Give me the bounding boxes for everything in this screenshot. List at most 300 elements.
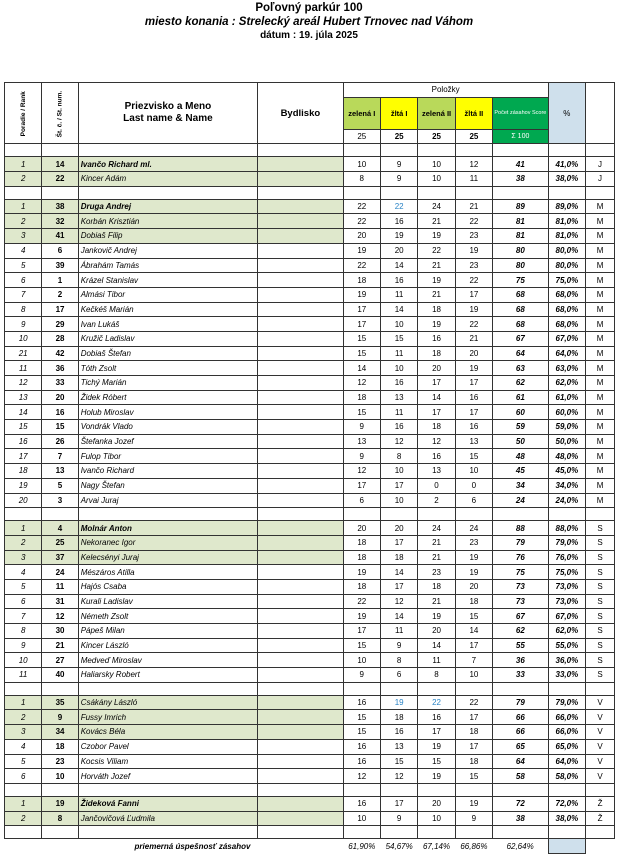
zlta-1-cell: 14 (380, 258, 417, 273)
spacer-cell (5, 783, 42, 796)
spacer-cell (258, 682, 343, 695)
spacer-cell (78, 682, 257, 695)
score-cell: 55 (493, 638, 549, 653)
residence-cell (258, 811, 343, 826)
zelena-2-cell: 22 (418, 243, 455, 258)
zlta-1-cell: 9 (380, 638, 417, 653)
pct-cell: 64,0% (548, 346, 585, 361)
spacer-cell (5, 508, 42, 521)
spacer-cell (455, 186, 492, 199)
zelena-2-cell: 18 (418, 420, 455, 435)
pct-cell: 68,0% (548, 287, 585, 302)
table-row (5, 464, 615, 479)
spacer-cell (5, 682, 42, 695)
zelena-2-cell: 23 (418, 565, 455, 580)
class-cell: M (586, 287, 615, 302)
pct-cell: 24,0% (548, 493, 585, 508)
spacer-cell (493, 826, 549, 839)
zlta-1-cell: 12 (380, 769, 417, 784)
startnum-cell: 17 (42, 302, 78, 317)
name-cell: Dobiaš Štefan (78, 346, 257, 361)
rank-cell: 8 (5, 624, 42, 639)
startnum-cell: 31 (42, 594, 78, 609)
zelena-1-cell: 10 (343, 157, 380, 172)
score-cell: 66 (493, 710, 549, 725)
zelena-2-cell: 14 (418, 638, 455, 653)
max-zelena-2: 25 (418, 129, 455, 144)
pct-cell: 72,0% (548, 796, 585, 811)
startnum-cell: 14 (42, 157, 78, 172)
class-cell: Ž (586, 811, 615, 826)
zlta-1-cell: 8 (380, 449, 417, 464)
residence-cell (258, 273, 343, 288)
zlta-2-cell: 21 (455, 331, 492, 346)
zelena-2-cell: 19 (418, 273, 455, 288)
class-cell: S (586, 624, 615, 639)
startnum-cell: 23 (42, 754, 78, 769)
class-cell: V (586, 754, 615, 769)
startnum-header: Št. č. / St. num. (42, 83, 78, 144)
zlta-2-cell: 7 (455, 653, 492, 668)
table-row (5, 376, 615, 391)
zelena-1-cell: 20 (343, 229, 380, 244)
pct-cell: 89,0% (548, 199, 585, 214)
residence-cell (258, 769, 343, 784)
spacer-cell (78, 783, 257, 796)
zlta-2-cell: 19 (455, 796, 492, 811)
zelena-2-cell: 19 (418, 229, 455, 244)
startnum-cell: 27 (42, 653, 78, 668)
startnum-cell: 25 (42, 535, 78, 550)
zlta-2-cell: 19 (455, 302, 492, 317)
table-row (5, 725, 615, 740)
pct-cell: 80,0% (548, 258, 585, 273)
table-row (5, 172, 615, 187)
score-cell: 41 (493, 157, 549, 172)
class-cell: M (586, 346, 615, 361)
score-cell: 63 (493, 361, 549, 376)
footer-label: priemerná úspešnosť zásahov (134, 841, 251, 851)
zelena-2-cell: 16 (418, 710, 455, 725)
zlta-1-cell: 17 (380, 796, 417, 811)
residence-cell (258, 521, 343, 536)
zelena-2-cell: 12 (418, 434, 455, 449)
zlta-2-cell: 17 (455, 405, 492, 420)
table-row (5, 478, 615, 493)
zlta-2-cell: 19 (455, 361, 492, 376)
score-cell: 65 (493, 739, 549, 754)
class-header (586, 83, 615, 144)
spacer-row (5, 783, 615, 796)
rank-cell: 6 (5, 594, 42, 609)
residence-cell (258, 624, 343, 639)
score-cell: 68 (493, 302, 549, 317)
spacer-cell (42, 682, 78, 695)
zlta-2-cell: 15 (455, 449, 492, 464)
zlta-2-cell: 21 (455, 199, 492, 214)
score-cell: 34 (493, 478, 549, 493)
spacer-cell (42, 144, 78, 157)
zlta-1-cell: 10 (380, 464, 417, 479)
zlta-1-cell: 22 (380, 199, 417, 214)
zlta-2-cell: 16 (455, 390, 492, 405)
residence-cell (258, 668, 343, 683)
zelena-2-cell: 8 (418, 668, 455, 683)
startnum-cell: 1 (42, 273, 78, 288)
zelena-2-cell: 0 (418, 478, 455, 493)
spacer-row (5, 682, 615, 695)
pct-cell: 81,0% (548, 229, 585, 244)
zelena-2-cell: 2 (418, 493, 455, 508)
spacer-cell (380, 144, 417, 157)
zelena-1-cell: 17 (343, 624, 380, 639)
name-cell: Kocsis Viliam (78, 754, 257, 769)
table-row (5, 695, 615, 710)
startnum-cell: 21 (42, 638, 78, 653)
zelena-2-cell: 19 (418, 609, 455, 624)
pct-cell: 41,0% (548, 157, 585, 172)
zlta-1-cell: 13 (380, 739, 417, 754)
rank-cell: 7 (5, 609, 42, 624)
residence-cell (258, 449, 343, 464)
name-cell: Pápeš Milan (78, 624, 257, 639)
startnum-cell: 16 (42, 405, 78, 420)
startnum-cell: 34 (42, 725, 78, 740)
pct-cell: 55,0% (548, 638, 585, 653)
spacer-cell (343, 682, 380, 695)
pct-cell: 65,0% (548, 739, 585, 754)
spacer-cell (548, 826, 585, 839)
spacer-cell (42, 508, 78, 521)
zlta-1-cell: 13 (380, 390, 417, 405)
zlta-2-cell: 6 (455, 493, 492, 508)
zelena-2-cell: 10 (418, 811, 455, 826)
zlta-2-cell: 19 (455, 550, 492, 565)
table-row (5, 317, 615, 332)
score-cell: 68 (493, 317, 549, 332)
spacer-cell (343, 144, 380, 157)
class-cell: M (586, 273, 615, 288)
startnum-cell: 22 (42, 172, 78, 187)
name-cell: Ivan Lukáš (78, 317, 257, 332)
zlta-2-cell: 18 (455, 725, 492, 740)
residence-cell (258, 199, 343, 214)
zlta-1-cell: 11 (380, 287, 417, 302)
zelena-2-cell: 14 (418, 390, 455, 405)
zlta-2-cell: 16 (455, 420, 492, 435)
rank-cell: 1 (5, 695, 42, 710)
startnum-cell: 7 (42, 449, 78, 464)
startnum-cell: 11 (42, 579, 78, 594)
name-cell: Jančovičová Ľudmila (78, 811, 257, 826)
residence-header: Bydlisko (258, 83, 343, 144)
spacer-cell (586, 144, 615, 157)
zlta-2-cell: 17 (455, 739, 492, 754)
zelena-2-cell: 17 (418, 725, 455, 740)
rank-cell: 20 (5, 493, 42, 508)
table-row (5, 653, 615, 668)
zlta-1-cell: 14 (380, 565, 417, 580)
spacer-cell (418, 186, 455, 199)
zelena-1-cell: 22 (343, 214, 380, 229)
residence-cell (258, 405, 343, 420)
name-cell: Ivančo Richard ml. (78, 157, 257, 172)
class-cell: S (586, 521, 615, 536)
zlta-1-cell: 18 (380, 710, 417, 725)
score-sum-header: Σ 100 (493, 129, 549, 144)
spacer-cell (343, 508, 380, 521)
name-cell: Medveď Miroslav (78, 653, 257, 668)
spacer-cell (380, 186, 417, 199)
zelena-1-cell: 9 (343, 449, 380, 464)
rank-cell: 15 (5, 420, 42, 435)
name-cell: Tichý Marián (78, 376, 257, 391)
zlta-2-cell: 10 (455, 464, 492, 479)
residence-cell (258, 725, 343, 740)
table-row (5, 258, 615, 273)
table-row (5, 346, 615, 361)
zlta-1-cell: 15 (380, 331, 417, 346)
pct-cell: 58,0% (548, 769, 585, 784)
residence-cell (258, 493, 343, 508)
table-row (5, 796, 615, 811)
spacer-cell (258, 508, 343, 521)
pct-cell: 61,0% (548, 390, 585, 405)
class-cell: M (586, 317, 615, 332)
class-cell: M (586, 449, 615, 464)
rank-cell: 2 (5, 535, 42, 550)
name-cell: Korbán Krisztián (78, 214, 257, 229)
spacer-cell (78, 508, 257, 521)
table-row (5, 157, 615, 172)
zelena-1-cell: 18 (343, 579, 380, 594)
name-cell: Kelecsényi Juraj (78, 550, 257, 565)
spacer-cell (258, 826, 343, 839)
table-row (5, 420, 615, 435)
results-table (4, 82, 615, 854)
name-cell: Kružič Ladislav (78, 331, 257, 346)
table-row (5, 302, 615, 317)
zelena-1-cell: 18 (343, 273, 380, 288)
class-cell: V (586, 710, 615, 725)
zelena-1-cell: 16 (343, 695, 380, 710)
avg-pct (548, 839, 585, 854)
spacer-cell (493, 682, 549, 695)
spacer-cell (418, 826, 455, 839)
zelena-1-cell: 15 (343, 405, 380, 420)
rank-cell: 2 (5, 811, 42, 826)
name-cell: Kurali Ladislav (78, 594, 257, 609)
startnum-cell: 9 (42, 710, 78, 725)
table-row (5, 449, 615, 464)
pct-cell: 67,0% (548, 609, 585, 624)
zlta-2-cell: 17 (455, 287, 492, 302)
venue-line: miesto konania : Strelecký areál Hubert Trnovec nad Váhom (144, 16, 474, 28)
zelena-1-cell: 8 (343, 172, 380, 187)
zelena-1-cell: 22 (343, 594, 380, 609)
name-cell: Kincer László (78, 638, 257, 653)
class-cell: S (586, 668, 615, 683)
max-zlta-1: 25 (380, 129, 417, 144)
spacer-cell (343, 783, 380, 796)
spacer-cell (380, 508, 417, 521)
spacer-cell (78, 144, 257, 157)
score-cell: 80 (493, 243, 549, 258)
table-row (5, 535, 615, 550)
zelena-1-cell: 22 (343, 258, 380, 273)
spacer-cell (380, 783, 417, 796)
startnum-cell: 19 (42, 796, 78, 811)
startnum-cell: 6 (42, 243, 78, 258)
residence-cell (258, 317, 343, 332)
spacer-cell (78, 186, 257, 199)
zlta-1-cell: 17 (380, 535, 417, 550)
class-cell: M (586, 302, 615, 317)
zelena-2-cell: 17 (418, 405, 455, 420)
residence-cell (258, 695, 343, 710)
zelena-2-cell: 20 (418, 624, 455, 639)
name-cell: Tóth Zsolt (78, 361, 257, 376)
table-row (5, 565, 615, 580)
spacer-row (5, 508, 615, 521)
spacer-cell (455, 783, 492, 796)
zelena-2-cell: 13 (418, 464, 455, 479)
spacer-cell (455, 826, 492, 839)
rank-cell: 4 (5, 565, 42, 580)
zelena-2-header: zelená II (418, 97, 455, 129)
name-cell: Fussy Imrich (78, 710, 257, 725)
zelena-2-cell: 21 (418, 214, 455, 229)
rank-cell: 13 (5, 390, 42, 405)
score-cell: 60 (493, 405, 549, 420)
name-cell: Hajós Csaba (78, 579, 257, 594)
residence-cell (258, 739, 343, 754)
pct-cell: 68,0% (548, 302, 585, 317)
residence-cell (258, 550, 343, 565)
spacer-cell (455, 508, 492, 521)
startnum-cell: 29 (42, 317, 78, 332)
name-cell: Nagy Štefan (78, 478, 257, 493)
spacer-cell (493, 783, 549, 796)
name-cell: Druga Andrej (78, 199, 257, 214)
zelena-1-cell: 14 (343, 361, 380, 376)
zelena-1-cell: 16 (343, 796, 380, 811)
zelena-1-cell: 20 (343, 521, 380, 536)
pct-cell: 67,0% (548, 331, 585, 346)
zelena-2-cell: 17 (418, 376, 455, 391)
spacer-cell (380, 826, 417, 839)
score-cell: 76 (493, 550, 549, 565)
score-cell: 50 (493, 434, 549, 449)
zelena-1-cell: 17 (343, 478, 380, 493)
score-cell: 68 (493, 287, 549, 302)
residence-cell (258, 361, 343, 376)
spacer-cell (42, 186, 78, 199)
zelena-1-cell: 9 (343, 668, 380, 683)
zlta-1-cell: 12 (380, 434, 417, 449)
class-cell: Ž (586, 796, 615, 811)
zlta-2-cell: 23 (455, 229, 492, 244)
residence-cell (258, 229, 343, 244)
zlta-2-cell: 17 (455, 710, 492, 725)
startnum-cell: 4 (42, 521, 78, 536)
zelena-2-cell: 15 (418, 754, 455, 769)
zlta-1-cell: 20 (380, 521, 417, 536)
spacer-cell (586, 682, 615, 695)
spacer-cell (455, 682, 492, 695)
zlta-2-cell: 11 (455, 172, 492, 187)
pct-cell: 62,0% (548, 624, 585, 639)
pct-cell: 63,0% (548, 361, 585, 376)
zelena-1-cell: 22 (343, 199, 380, 214)
pct-cell: 80,0% (548, 243, 585, 258)
table-row (5, 273, 615, 288)
name-cell: Kovács Béla (78, 725, 257, 740)
zlta-2-cell: 22 (455, 317, 492, 332)
residence-cell (258, 609, 343, 624)
zlta-1-cell: 19 (380, 229, 417, 244)
pct-cell: 36,0% (548, 653, 585, 668)
table-row (5, 493, 615, 508)
pct-cell: 48,0% (548, 449, 585, 464)
rank-cell: 6 (5, 273, 42, 288)
score-cell: 79 (493, 535, 549, 550)
rank-cell: 2 (5, 710, 42, 725)
spacer-cell (78, 826, 257, 839)
zelena-1-cell: 17 (343, 302, 380, 317)
name-cell: Dobiaš Filip (78, 229, 257, 244)
score-cell: 89 (493, 199, 549, 214)
zelena-2-cell: 24 (418, 199, 455, 214)
zlta-2-cell: 17 (455, 638, 492, 653)
page-title: Poľovný parkúr 100 (255, 2, 363, 14)
score-cell: 75 (493, 273, 549, 288)
spacer-cell (418, 682, 455, 695)
zlta-1-cell: 17 (380, 579, 417, 594)
residence-cell (258, 594, 343, 609)
spacer-cell (343, 826, 380, 839)
pct-cell: 76,0% (548, 550, 585, 565)
name-cell: Csákány László (78, 695, 257, 710)
zlta-1-cell: 10 (380, 493, 417, 508)
zlta-1-cell: 20 (380, 243, 417, 258)
table-row (5, 550, 615, 565)
zlta-1-cell: 16 (380, 214, 417, 229)
zlta-1-cell: 19 (380, 695, 417, 710)
zelena-2-cell: 21 (418, 287, 455, 302)
table-row (5, 609, 615, 624)
rank-cell: 3 (5, 229, 42, 244)
residence-cell (258, 754, 343, 769)
score-cell: 24 (493, 493, 549, 508)
zelena-2-cell: 18 (418, 302, 455, 317)
score-cell: 67 (493, 331, 549, 346)
pct-cell: 73,0% (548, 579, 585, 594)
class-cell: V (586, 725, 615, 740)
spacer-cell (548, 186, 585, 199)
zelena-2-cell: 19 (418, 317, 455, 332)
zelena-1-cell: 10 (343, 811, 380, 826)
name-cell: Almási Tibor (78, 287, 257, 302)
class-cell: S (586, 594, 615, 609)
zelena-2-cell: 11 (418, 653, 455, 668)
score-cell: 36 (493, 653, 549, 668)
name-cell: Vondrák Vlado (78, 420, 257, 435)
class-cell: S (586, 565, 615, 580)
pct-cell: 33,0% (548, 668, 585, 683)
class-cell: V (586, 769, 615, 784)
rank-cell: 8 (5, 302, 42, 317)
